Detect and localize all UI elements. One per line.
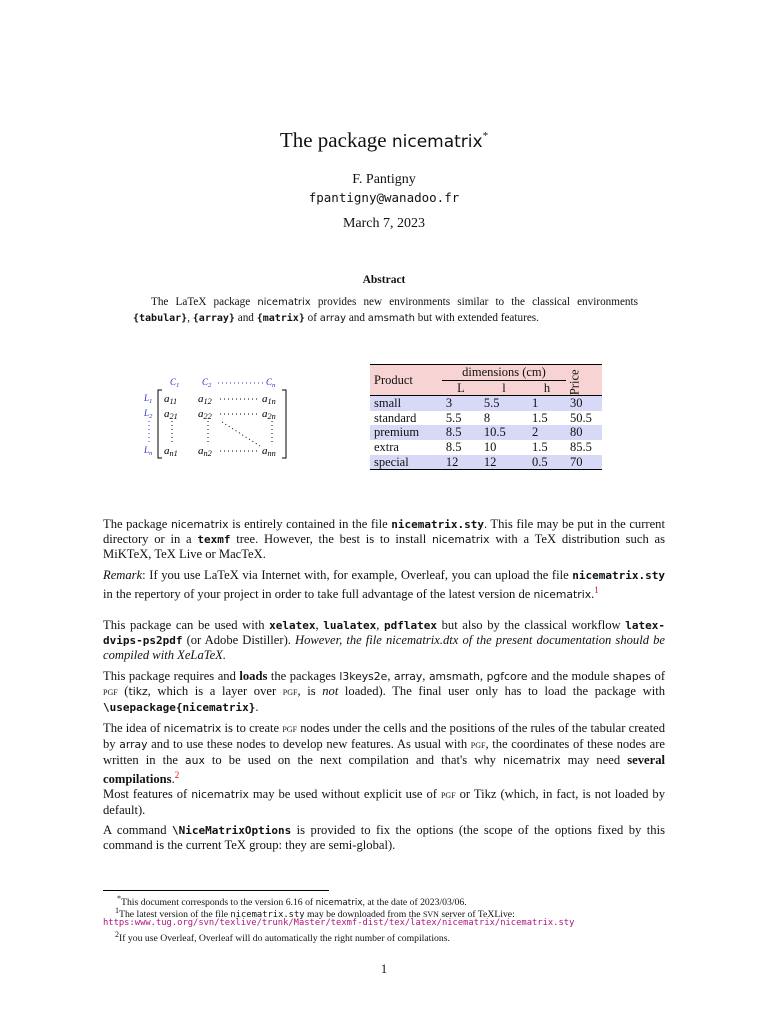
text: , — [376, 618, 385, 632]
document-title — [0, 128, 768, 153]
subheader-L: L — [457, 380, 465, 395]
abstract-env-matrix: {matrix} — [256, 312, 305, 324]
page-number: 1 — [380, 962, 388, 976]
author: F. Pantigny — [352, 172, 416, 187]
file-name: nicematrix.sty — [391, 518, 484, 531]
paragraph-options — [103, 823, 665, 853]
text: loaded). The final user only has to load the package with — [338, 684, 665, 698]
text: may need — [560, 753, 628, 767]
header-product: Product — [374, 372, 413, 387]
text: . — [171, 772, 175, 787]
package-name: nicematrix — [502, 754, 561, 767]
usepackage-command: \usepackage{nicematrix} — [103, 701, 256, 714]
cell-price: 50.5 — [570, 410, 592, 425]
footnote-overleaf — [103, 929, 685, 945]
pgf-name: pgf — [440, 789, 456, 801]
column-label: $C_1$ — [170, 377, 180, 389]
text: is provided to fix the options (the scope of the options fixed by this command is the current TeX group: they are semi-global). — [103, 823, 666, 852]
cell-l: 10.5 — [483, 425, 506, 440]
cell-L: 3 — [445, 396, 453, 411]
cell-product: small — [374, 396, 402, 411]
cell-L: 8.5 — [445, 439, 462, 454]
matrix-cell: a11 — [164, 393, 178, 406]
file-name: nicematrix.sty — [572, 569, 665, 582]
paragraph-engines — [103, 618, 665, 663]
engine-name: xelatex — [269, 619, 316, 632]
text: the packages — [267, 669, 340, 683]
workflow-name: latex-dvips-ps2pdf — [103, 619, 666, 647]
text: This document corresponds to the version 6.16 of — [121, 897, 316, 909]
aux-name: aux — [185, 754, 205, 767]
row-label: $L_2$ — [144, 408, 153, 420]
row-label: $L_1$ — [144, 393, 153, 405]
subheader-h: h — [543, 380, 551, 395]
footnote-mark: 1 — [115, 906, 120, 915]
text: , which is a layer over — [147, 684, 283, 698]
footnote-mark: 2 — [115, 930, 120, 939]
abstract-text-part: provides new environments similar to the classical environments — [310, 296, 638, 308]
text: nodes under the cells and the positions of the rules of the tabular created by — [103, 721, 665, 751]
cell-h: 1.5 — [531, 410, 548, 425]
cell-h: 1.5 — [531, 439, 548, 454]
remark-label: Remark — [103, 568, 143, 582]
abstract-text-part: and — [346, 311, 368, 324]
text: This package requires and — [103, 669, 240, 683]
cell-price: 80 — [570, 425, 583, 440]
abstract-package: amsmath — [367, 312, 415, 324]
download-link[interactable]: https:www.tug.org/svn/texlive/trunk/Master/texmf-dist/tex/latex/nicematrix/nicematrix.sty — [103, 918, 575, 928]
footnote-url-line — [103, 917, 673, 929]
italic-not: not — [322, 684, 339, 698]
pgf-name: pgf — [282, 723, 298, 735]
text: A command — [103, 823, 172, 837]
cell-product: extra — [374, 439, 399, 454]
document-date: March 7, 2023 — [342, 216, 426, 231]
cell-l: 8 — [483, 410, 491, 425]
matrix-cell: a1n — [262, 393, 276, 406]
italic-note: However, the file nicematrix.dtx of the present documentation should be compiled with XeLaTeX. — [103, 633, 665, 662]
text: The idea of — [103, 721, 164, 735]
text: , at the date of 2023/03/06. — [362, 897, 467, 909]
cell-product: special — [374, 454, 409, 469]
text: , is — [297, 684, 323, 698]
engine-name: lualatex — [323, 619, 377, 632]
text: but also by the classical workflow — [437, 618, 626, 632]
text: ( — [117, 684, 129, 698]
text: If you use Overleaf, Overleaf will do automatically the right number of compilations. — [119, 933, 450, 945]
text: tree. However, the best is to install — [230, 532, 432, 546]
matrix-cell: an2 — [198, 445, 212, 458]
footnote-rule — [103, 890, 329, 891]
text: to be used on the next compilation and that's why — [204, 753, 503, 767]
abstract-heading: Abstract — [362, 274, 406, 286]
footnote-ref[interactable]: 1 — [594, 585, 599, 595]
package-name: nicematrix — [170, 518, 229, 531]
cell-product: standard — [374, 410, 417, 425]
product-dimensions-table — [370, 364, 602, 470]
matrix-cell: a12 — [198, 393, 212, 406]
matrix-cell: an1 — [164, 445, 178, 458]
text: (or Adobe Distiller). — [182, 633, 296, 647]
pgf-name: pgf — [470, 739, 486, 751]
package-name: l3keys2e — [339, 670, 388, 683]
cell-dots — [222, 422, 260, 446]
matrix-cell: a22 — [198, 408, 212, 421]
table-row — [370, 455, 602, 470]
tree-name: texmf — [197, 533, 231, 546]
text: , — [315, 618, 324, 632]
package-name: nicematrix — [431, 533, 490, 546]
cell-L: 12 — [445, 454, 459, 469]
text: and the module — [527, 669, 613, 683]
title-prefix: The package — [279, 128, 387, 152]
table-row — [370, 440, 602, 455]
footnote-ref[interactable]: 2 — [174, 770, 180, 780]
package-name: nicematrix — [533, 588, 592, 602]
table-row — [370, 396, 602, 411]
command-name: \NiceMatrixOptions — [172, 824, 292, 837]
cell-price: 70 — [570, 454, 583, 469]
text: or Tikz (which, in fact, is not loaded by default). — [103, 787, 666, 817]
paragraph-features — [103, 787, 665, 818]
title-footnote-mark: * — [482, 130, 489, 142]
cell-l: 10 — [483, 439, 497, 454]
matrix-cell: a21 — [164, 408, 178, 421]
table-row — [370, 411, 602, 426]
cell-h: 1 — [531, 396, 539, 411]
package-name: pgfcore — [486, 670, 528, 683]
abstract-env-array: {array} — [192, 312, 235, 324]
text: , the coordinates of these nodes are written in the — [103, 737, 665, 767]
cell-L: 8.5 — [445, 425, 462, 440]
subheader-l: l — [502, 380, 506, 395]
column-label: $C_n$ — [266, 377, 276, 389]
paragraph-remark — [103, 568, 665, 602]
header-price: Price — [567, 369, 582, 396]
package-name: array — [119, 738, 148, 751]
row-label: $L_n$ — [144, 445, 153, 457]
text: Most features of — [103, 787, 192, 801]
footnote-mark: * — [117, 894, 122, 903]
abstract-text — [133, 295, 638, 326]
package-name: array — [393, 670, 423, 683]
header-price-cell — [566, 365, 602, 396]
package-name: nicematrix — [315, 898, 363, 909]
text: , — [422, 669, 429, 683]
header-dimensions: dimensions (cm) — [442, 365, 566, 381]
file-name: nicematrix.sty — [230, 910, 305, 921]
abstract-text-part: and — [234, 311, 257, 324]
module-name: shapes — [612, 670, 652, 683]
text: , — [479, 669, 487, 683]
cell-l: 5.5 — [483, 396, 500, 411]
cell-h: 0.5 — [531, 454, 548, 469]
text: and to use these nodes to develop new features. As usual with — [147, 737, 471, 751]
paragraph-idea — [103, 721, 665, 787]
text: with a TeX distribution such as MiKTeX, TeX Live or MacTeX. — [103, 532, 665, 561]
author-email: fpantigny@wanadoo.fr — [308, 190, 460, 205]
text: of — [651, 669, 666, 683]
svn-name: svn — [422, 908, 439, 921]
text: in the repertory of your project in order to take full advantage of the latest version de — [103, 587, 534, 602]
abstract-text-part: The LaTeX package — [151, 296, 258, 308]
package-name: tikz — [128, 685, 148, 698]
text: The package — [103, 517, 171, 531]
cell-product: premium — [374, 425, 420, 440]
cell-h: 2 — [531, 425, 539, 440]
pgf-name: pgf — [282, 686, 298, 698]
package-name: nicematrix — [191, 788, 249, 801]
cell-l: 12 — [483, 454, 497, 469]
text: . — [255, 700, 259, 714]
package-name: nicematrix — [163, 722, 222, 735]
text: The latest version of the file — [119, 909, 231, 921]
paragraph-requirements — [103, 669, 665, 715]
text: is entirely contained in the file — [228, 517, 392, 531]
abstract-text-part: of — [304, 311, 320, 324]
text: . — [591, 587, 595, 602]
text: may be used without explicit use of — [248, 787, 441, 801]
text: : If you use LaTeX via Internet with, for example, Overleaf, you can upload the file — [142, 568, 573, 582]
package-name: amsmath — [428, 670, 480, 683]
abstract-text-part: but with extended features. — [414, 311, 539, 324]
text: may be downloaded from the — [304, 909, 423, 921]
bold-several-compilations: several compilations — [103, 753, 665, 787]
text: server of TeXLive: — [438, 909, 515, 921]
text: This package can be used with — [103, 618, 270, 632]
text: is to create — [221, 721, 283, 735]
cell-price: 85.5 — [570, 439, 592, 454]
left-bracket — [158, 390, 162, 458]
cell-L: 5.5 — [445, 410, 462, 425]
abstract-package: nicematrix — [257, 297, 311, 308]
abstract-text-part: , — [187, 311, 193, 324]
right-bracket — [282, 390, 286, 458]
cell-price: 30 — [570, 396, 583, 411]
paragraph-install — [103, 517, 665, 562]
text: , — [387, 669, 394, 683]
abstract-package: array — [319, 312, 347, 324]
text: . This file may be put in the current directory or in a — [103, 517, 665, 546]
matrix-cell: ann — [262, 445, 276, 458]
column-label: $C_2$ — [202, 377, 212, 389]
matrix-figure — [140, 372, 300, 464]
bold-loads: loads — [239, 669, 268, 683]
abstract-env-tabular: {tabular} — [133, 312, 188, 324]
pgf-name: pgf — [103, 686, 118, 698]
title-package-name: nicematrix — [391, 132, 483, 152]
matrix-cell: a2n — [262, 408, 276, 421]
table-row — [370, 425, 602, 440]
engine-name: pdflatex — [384, 619, 437, 632]
